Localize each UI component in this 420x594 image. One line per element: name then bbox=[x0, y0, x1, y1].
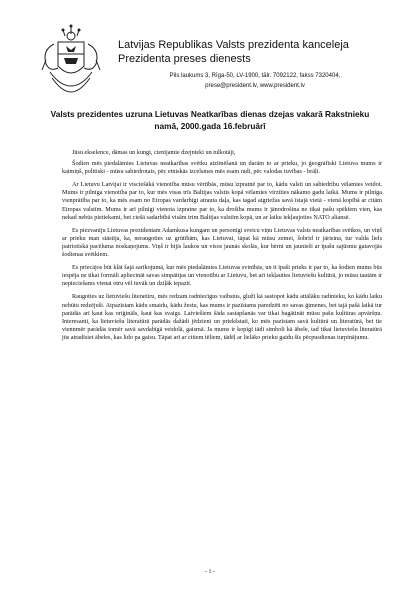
organization-header bbox=[118, 38, 408, 66]
coat-of-arms-emblem bbox=[36, 20, 106, 100]
body-paragraph: Šodien mēs piedalāmies Lietuvas neatkarības svētku atzīmēšanā un darām to ar prieku, jo ģeogrāfiski Lietuva mums ir kaimiņš, politiski - mūsu sabiedrotais, pēc etniskās izcelsmes mēs esam radi, pēc valodas tuvības - brāļi. bbox=[62, 160, 382, 176]
document-title: Valsts prezidentes uzruna Lietuvas Neatkarības dienas dzejas vakarā Rakstnieku namā, 2000.gada 16.februārī bbox=[50, 109, 370, 131]
contact-web: prese@president.lv, www.president.lv bbox=[205, 83, 305, 89]
body-paragraph: Raugoties uz lietuviešu literatūru, mēs redzam radniecīgus vaibstus, glužī kā sastopot kādu attālāku radinieku, ko kādu laiku nebūtu redzējuši. Atpazīstam kādu smaidu, kādu žestu, kas mums ir pazīstams paredzēti no savas ģimenes, bet tajā pašā laikā tur parādās arī kaut kas oriģināls, kaut kas svaigs. Latviešiem šāda sastapšanās var tikai bagātināt mūsu pašu kultūras apvāršņu. Interesanti, ka lietuviešu literatūrā parādās dažādi jēdzieni un priekšstati, ko mēs pazīstam savā kultūrā un literatūrā, bet tie viennmēr parādās tomēr savā savdabīgā veidolā, gaismā. Ja mums ir kopīgi tādi simboli kā ābele, tad tikai lietuviešu literatūrā jūs atradīsiet ābeles, kas lido pa gaisu. Tāpat arī ar citiem tēliem, tādēļ ar lielāko prieku gaidu šīs pēcpusdienas turpinājumu. bbox=[62, 293, 382, 341]
department-name: Prezidenta preses dienests bbox=[118, 53, 251, 65]
body-paragraph: Ar Lietuvu Latvijai ir visciešākā vienotība mūsu vērtībās, mūsu izpratnē par to, kādu valsti un sabiedrību vēlamies veidot. Mums ir pilnīga vienotība par to, kur mēs visas trīs Baltijas valstis kopā vēlamies virzīties nākamo gadu laikā. Mums ir pilnīga vienprātība par to, ka mēs esam no Eiropas vardarbīgi atrauta daļa, kas tagad atgriežas savā īstajā vietā - vienā kopībā ar citām Eiropas valstīm. Mums ir arī pilnīgi vienota izpratne par to, ka drošība mums ir jānodrošina ne tikai pašu spēkiem vien, kas nekad nebūs pietiekami, bet ciešā sadarbībā visām trim Baltijas valstīm kopā, un ar laiku iekļaujoties NATO aliansē. bbox=[62, 181, 382, 221]
contact-info bbox=[120, 71, 390, 91]
page-number: - 1 - bbox=[205, 569, 215, 575]
contact-address: Pils laukums 3, Rīga-50, LV-1900, tālr. 7092122, fakss 7320404, bbox=[169, 73, 341, 79]
organization-name: Latvijas Republikas Valsts prezidenta kanceleja bbox=[118, 39, 349, 51]
body-paragraph: Es piezvanīju Lietuvas prezidentam Adamkusa kungam un personīgi sveicu viņu Lietuvas valsts neatkarības svētkos, un viņš ar prieku man stāstīja, ka, neraugoties uz grūtībām, kas Lietuvai, tāpat kā mūsu zemei, šobrīd ir jārisina, tur valda liels patriotiskā pacēluma noskaņojums. Viņš ir bijis laukos un visos jaunās skolās, kur bērni un jaunieši ar īpašu sajūsmu gatavojās šodienas svētkiem. bbox=[62, 226, 382, 259]
salutation-paragraph: Jūsu ekselence, dāmas un kungi, cienījamie dzejnieki un tulkotāji, bbox=[72, 149, 236, 156]
speech-body bbox=[62, 149, 382, 347]
body-paragraph: Es priecājos būt klāt šajā sarīkojumā, kur mēs piedalāmies Lietuvas svinībās, un it īpaši prieks ir par to, ka šodien mums būs iespēja ne tikai formāli apliecināt savas simpātijas un vienotību ar Lietuvu, bet arī iekļauties lietuviešu kultūrā, jo mūsu tautām ir nepieciešams vienai otru vēl tuvāk un dziļāk iepazīt. bbox=[62, 264, 382, 288]
